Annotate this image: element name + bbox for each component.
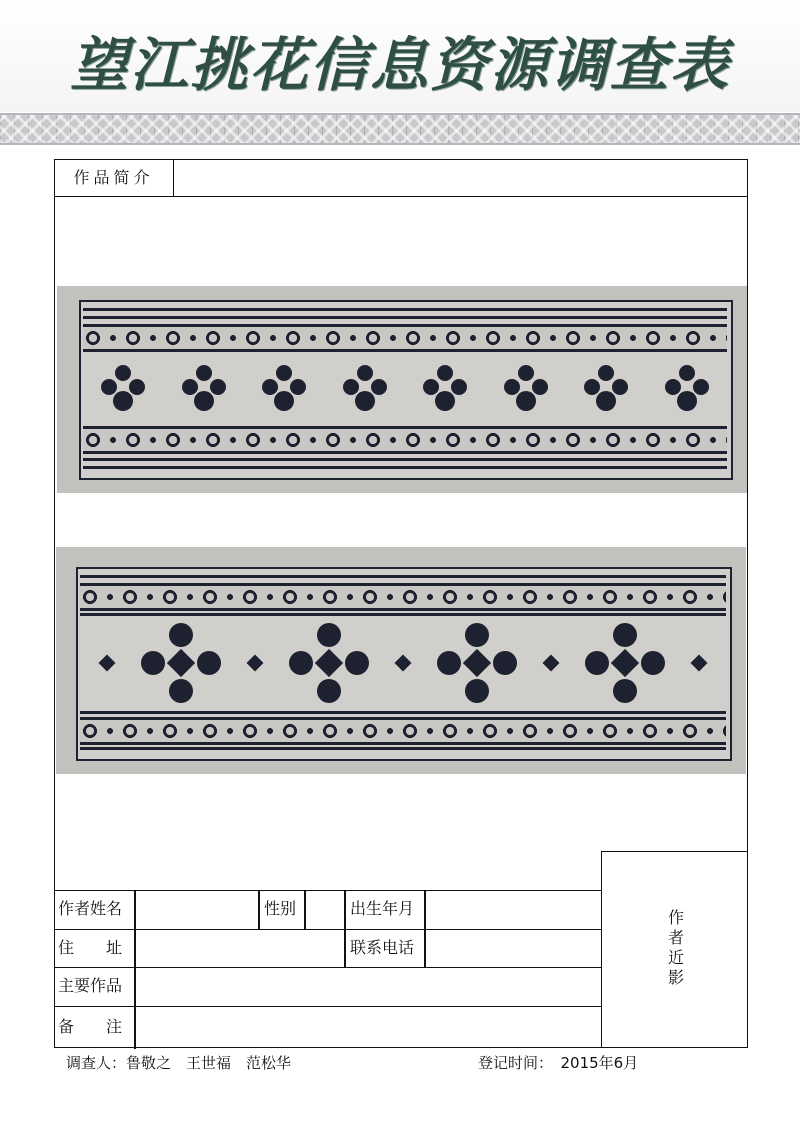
- decorative-border-strip: [0, 113, 800, 145]
- address-label: 住 址: [58, 938, 123, 957]
- flower-motif-row: [83, 356, 727, 418]
- remarks-field[interactable]: [136, 1007, 600, 1049]
- flower-motif: [419, 361, 471, 413]
- author-name-label: 作者姓名: [58, 899, 123, 918]
- birth-field[interactable]: [426, 891, 600, 929]
- flower-motif: [500, 361, 552, 413]
- flower-motif: [339, 361, 391, 413]
- author-info-table: [54, 890, 601, 1048]
- diamond-flower-motif-row: [80, 619, 726, 707]
- author-name-field[interactable]: [136, 891, 258, 929]
- wave-border-top: [80, 583, 726, 611]
- small-diamond-motif: [531, 643, 571, 683]
- intro-label: 作品简介: [54, 159, 174, 196]
- phone-field[interactable]: [426, 930, 600, 967]
- works-field[interactable]: [136, 968, 600, 1006]
- table-row: [54, 1007, 601, 1049]
- wave-border-bottom: [80, 717, 726, 745]
- diamond-flower-motif: [289, 623, 369, 703]
- flower-motif: [580, 361, 632, 413]
- small-diamond-motif: [679, 643, 719, 683]
- flower-motif: [661, 361, 713, 413]
- diamond-flower-motif: [141, 623, 221, 703]
- table-row: [54, 968, 601, 1007]
- investigators-text: 调查人：鲁敬之 王世福 范松华: [66, 1054, 292, 1072]
- wave-border-bottom: [83, 426, 727, 454]
- small-diamond-motif: [87, 643, 127, 683]
- phone-label: 联系电话: [350, 938, 415, 957]
- diamond-flower-motif: [585, 623, 665, 703]
- table-row: [54, 930, 601, 968]
- flower-motif: [258, 361, 310, 413]
- author-photo-label: 作 者 近 影: [667, 908, 684, 987]
- birth-label: 出生年月: [350, 899, 415, 918]
- table-row: [54, 891, 601, 930]
- gender-label: 性别: [264, 899, 297, 918]
- works-label: 主要作品: [58, 976, 123, 995]
- page-title: 望江挑花信息资源调查表: [69, 31, 730, 99]
- address-field[interactable]: [136, 930, 344, 967]
- author-photo-box: [601, 851, 748, 1048]
- small-diamond-motif: [383, 643, 423, 683]
- intro-row: [54, 159, 748, 197]
- flower-motif: [97, 361, 149, 413]
- wave-border-top: [83, 324, 727, 352]
- small-diamond-motif: [235, 643, 275, 683]
- registration-date-text: 登记时间： 2015年6月: [478, 1054, 639, 1072]
- diamond-flower-motif: [437, 623, 517, 703]
- remarks-label: 备 注: [58, 1017, 123, 1036]
- embroidery-photo-1: [57, 286, 747, 493]
- embroidery-photo-2: [56, 547, 746, 774]
- gender-field[interactable]: [306, 891, 344, 929]
- flower-motif: [178, 361, 230, 413]
